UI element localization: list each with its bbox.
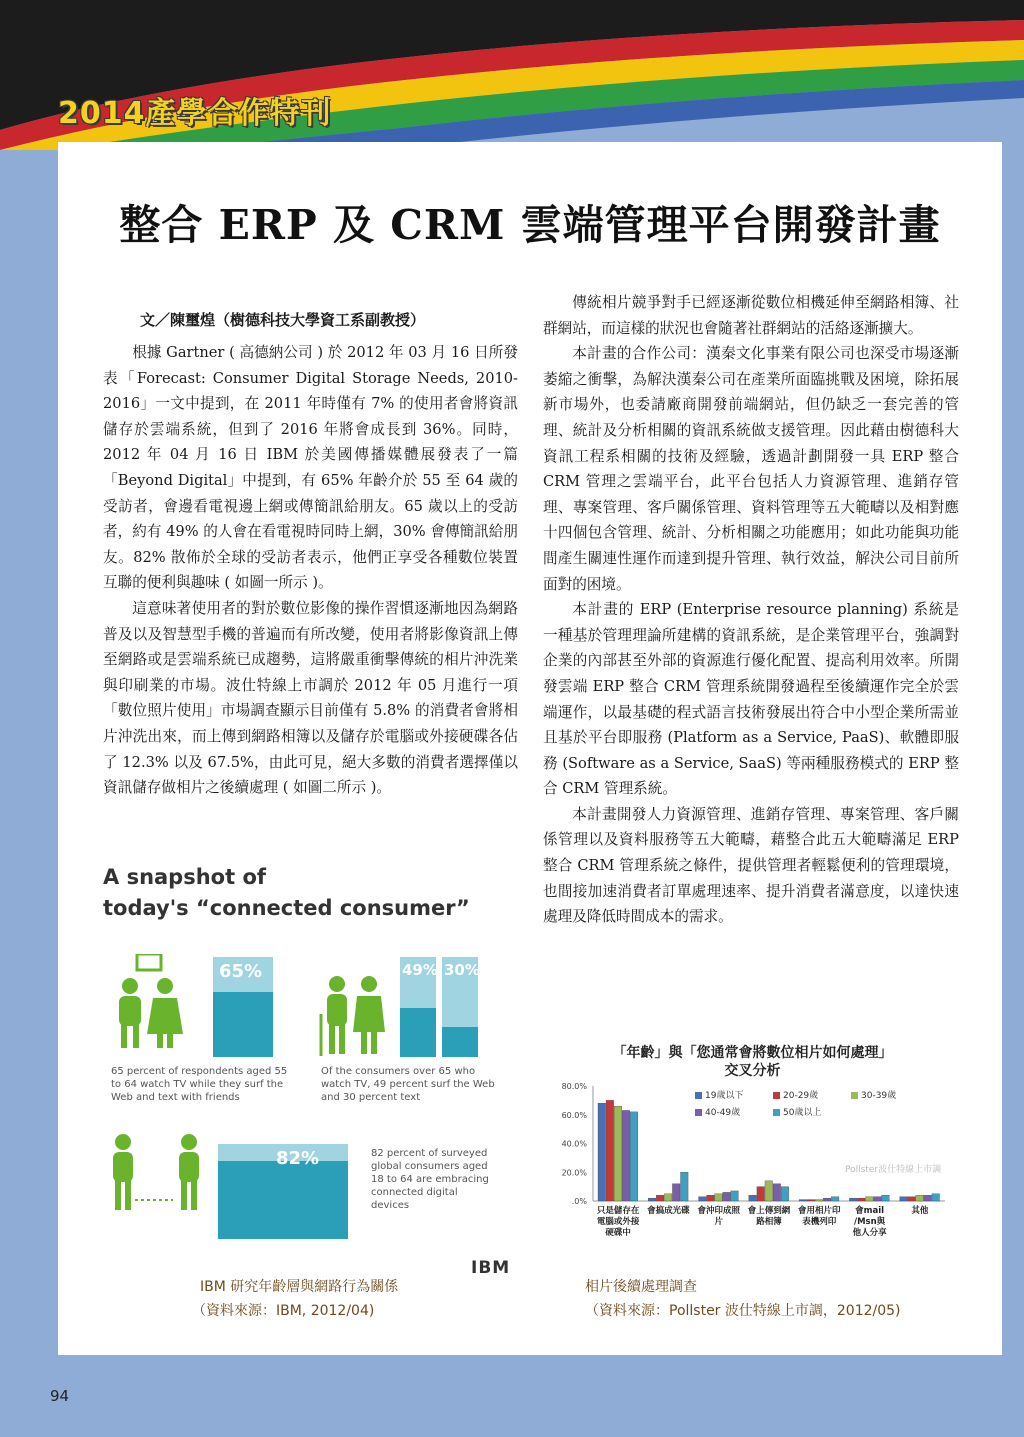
stat3-panel [218,1144,348,1239]
couple-tv-icon [105,954,195,1054]
right-column [543,290,959,930]
y-tick-label: 40.0% [561,1139,587,1149]
bar [699,1197,707,1201]
bar [757,1187,765,1201]
bar [781,1187,789,1201]
left-column [103,340,518,801]
x-tick-label: /Msn與 [853,1217,886,1227]
stat1-text: 65 percent of respondents aged 55 to 64 watch TV while they surf the Web and text with friends [111,1066,288,1103]
article-byline: 文／陳璽煌（樹德科技大學資工系副教授） [140,311,426,329]
bar [630,1112,638,1201]
bar [681,1172,689,1201]
paragraph: 本計畫的 ERP (Enterprise resource planning) 系統是一種基於管理理論所建構的資訊系統，是企業管理平台，強調對企業的內部甚至外部的資源進行優化配置、提高利用效率。所開發雲端 ERP 整合 CRM 管理系統開發過程至後續運作完全於雲端運作，以最基礎的程式語言技術發展出符合中小型企業所需並且基於平台即服務 (Platform as a Service, PaaS)、軟體即服務 (Software as a Service, SaaS) 等兩種服務模式的 ERP 整合 CRM 管理系統。 [543,601,959,798]
bar [874,1197,882,1201]
stat2-text: Of the consumers over 65 who watch TV, 49 percent surf the Web and 30 percent text [321,1066,495,1103]
paragraph: 傳統相片競爭對手已經逐漸從數位相機延伸至網路相簿、社群網站，而這樣的狀況也會隨著社群網站的活絡逐漸擴大。 [543,294,959,337]
bar [614,1106,622,1201]
x-tick-label: 會搞成光碟 [647,1206,690,1216]
y-tick-label: 80.0% [561,1082,587,1091]
ibm-logo: IBM [471,1258,511,1278]
bar [799,1200,807,1201]
pollster-bar-chart [545,1076,960,1266]
bar [723,1192,731,1201]
bar [765,1181,773,1201]
article-title: 整合 ERP 及 CRM 雲端管理平台開發計畫 [119,201,941,249]
infographic-title [103,862,470,924]
stat3-percent: 82% [276,1148,320,1169]
x-tick-label: 硬碟中 [605,1228,631,1238]
bar [924,1195,932,1201]
bar [908,1197,916,1201]
bar [715,1194,723,1201]
bar [900,1197,908,1201]
paragraph: 本計畫開發人力資源管理、進銷存管理、專案管理、客戶關係管理以及資料服務等五大範疇，藉整合此五大範疇滿足 ERP 整合 CRM 管理系統之條件，提供管理者輕鬆便利的管理環境，也間接加速消費者訂單處理速率、提升消費者滿意度，以達快速處理及降低時間成本的需求。 [543,805,959,926]
x-tick-label: 只是儲存在 [596,1206,640,1216]
x-tick-label: 表機列印 [802,1217,837,1227]
legend-label: 50歲以上 [783,1108,822,1118]
bar [823,1198,831,1201]
bar [815,1200,823,1201]
legend-swatch [695,1092,702,1099]
ibm-figure-source: （資料來源：IBM, 2012/04) [192,1303,375,1319]
bar [857,1198,865,1201]
stat2a-panel [400,957,436,1057]
x-tick-label: 會沖印成照 [697,1206,740,1216]
legend-swatch [851,1092,858,1099]
bar [672,1184,680,1201]
infographic-title-line1: A snapshot of [103,865,267,889]
stat1-bar-fill [213,992,273,1057]
stat1-panel [213,957,273,1057]
group-people-icon [103,1132,213,1217]
x-tick-label: 路相簿 [756,1217,782,1227]
legend-swatch [773,1109,780,1116]
stat2b-panel [442,957,478,1057]
x-tick-label: 會mail [855,1206,885,1216]
bar [773,1184,781,1201]
bar [932,1194,940,1201]
y-tick-label: .0% [571,1197,587,1206]
y-tick-label: 20.0% [561,1168,587,1178]
x-tick-label: 他人分享 [852,1228,887,1238]
legend-label: 40-49歲 [705,1108,741,1118]
legend-swatch [695,1109,702,1116]
elderly-couple-icon [315,974,395,1059]
page-number: 94 [50,1387,70,1405]
y-tick-label: 60.0% [561,1110,587,1120]
bar [622,1110,630,1201]
bar [831,1197,839,1201]
stat2a-percent: 49% [402,961,438,979]
paragraph: 本計畫的合作公司：漢秦文化事業有限公司也深受市場逐漸萎縮之衝擊，為解決漢秦公司在產業所面臨挑戰及困境，除拓展新市場外，也委請廠商開發前端網站，但仍缺乏一套完善的管理、統計及分析相關的資訊系統做支援管理。因此藉由樹德科大資訊工程系相關的技術及經驗，透過計劃開發一具 ERP 整合 CRM 管理之雲端平台，此平台包括人力資源管理、進銷存管理、專案管理、客戶關係管理、資料管理等五大範疇以及相對應十四個包含管理、統計、分析相關之功能應用；如此功能與功能間產生關連性運作而達到提升管理、執行效益，解決公司目前所面對的困境。 [543,345,959,593]
x-tick-label: 片 [714,1217,723,1227]
section-title: 2014產學合作特刊 [58,96,332,131]
bar [749,1195,757,1201]
bar [606,1100,614,1201]
bar [707,1195,715,1201]
legend-label: 20-29歲 [783,1091,819,1101]
stat1-percent: 65% [219,961,263,982]
stat2a-bar-fill [400,1008,436,1057]
ibm-figure-caption: IBM 研究年齡層與網路行為關係 [200,1279,399,1295]
chart-caption: 相片後續處理調查 [585,1279,697,1295]
x-tick-label: 會上傳到網 [747,1206,791,1216]
x-tick-label: 其他 [911,1206,929,1216]
paragraph: 根據 Gartner ( 高德納公司 ) 於 2012 年 03 月 16 日所發表「Forecast: Consumer Digital Storage Needs, 2010-2016」一文中提到，在 2011 年時僅有 7% 的使用者會將資訊儲存於雲端系統，但到了 2016 年將會成長到 36%。同時，2012 年 04 月 16 日 IBM 於美國傳播媒體展發表了一篇「Beyond Digital」中提到，有 65% 年齡介於 55 至 64 歲的受訪者，會邊看電視邊上網或傳簡訊給朋友。65 歲以上的受訪者，約有 49% 的人會在看電視時同時上網，30% 會傳簡訊給朋友。82% 散佈於全球的受訪者表示，他們正享受各種數位裝置互聯的便利與趣味 ( 如圖一所示 )。 [103,344,518,592]
chart-subtitle: 交叉分析 [724,1063,781,1079]
bar [916,1195,924,1201]
stat3-bar-fill [218,1161,348,1239]
legend-swatch [773,1092,780,1099]
bar [664,1194,672,1201]
stat3-text: 82 percent of surveyed global consumers aged 18 to 64 are embracing connected digital devices [371,1148,489,1211]
ibm-infographic [103,862,518,1282]
bar [849,1198,857,1201]
x-tick-label: 電腦或外接 [596,1217,640,1227]
infographic-title-line2: today's “connected consumer” [103,896,470,920]
x-tick-label: 會用相片印 [798,1206,841,1216]
bar [656,1195,664,1201]
chart-source: （資料來源：Pollster 波仕特線上市調，2012/05) [585,1303,901,1319]
legend-label: 30-39歲 [861,1091,897,1101]
stat2b-bar-fill [442,1027,478,1057]
stat2b-percent: 30% [444,961,480,979]
paragraph: 這意味著使用者的對於數位影像的操作習慣逐漸地因為網路普及以及智慧型手機的普遍而有所改變，使用者將影像資訊上傳至網路或是雲端系統已成趨勢，這將嚴重衝擊傳統的相片沖洗業與印刷業的市場。波仕特線上市調於 2012 年 05 月進行一項「數位照片使用」市場調查顯示目前僅有 5.8% 的消費者會將相片沖洗出來，而上傳到網路相簿以及儲存於電腦或外接硬碟各佔了 12.3% 以及 67.5%，由此可見，絕大多數的消費者選擇僅以資訊儲存做相片之後續處理 ( 如圖二所示 )。 [103,599,518,797]
bar [731,1191,739,1201]
bar [882,1195,890,1201]
chart-watermark: Pollster波仕特線上市調 [845,1165,942,1175]
bar [598,1103,606,1201]
bar [648,1198,656,1201]
bar [807,1200,815,1201]
legend-label: 19歲以下 [705,1091,744,1101]
bar [866,1197,874,1201]
chart-title: 「年齡」與「您通常會將數位相片如何處理」 [612,1045,893,1061]
